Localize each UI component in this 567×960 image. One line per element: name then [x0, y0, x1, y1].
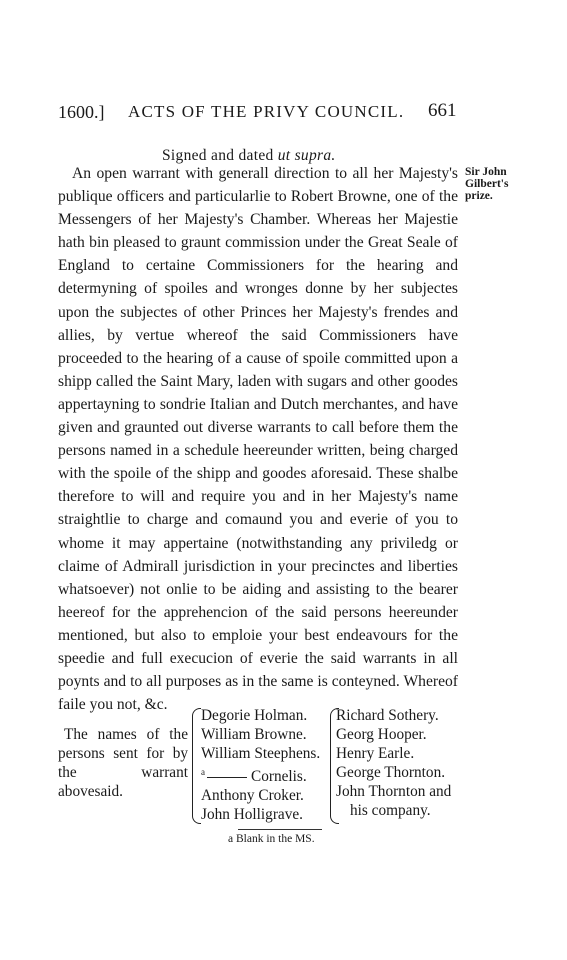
- name-entry-blank: [201, 763, 320, 786]
- margin-note-line: prize.: [465, 190, 493, 202]
- running-header: [58, 102, 458, 126]
- name-entry: John Holligrave.: [201, 806, 303, 824]
- name-entry: Cornelis.: [251, 768, 307, 786]
- names-column-2: [336, 706, 451, 820]
- name-entry: his company.: [350, 802, 431, 819]
- blank-dash: [207, 777, 247, 778]
- names-label: The names of the persons sent for by the warrant abovesaid.: [58, 726, 188, 800]
- footnote-rule: [238, 829, 322, 830]
- page-number: 661: [428, 100, 457, 121]
- signed-text: Signed and dated: [162, 147, 274, 164]
- name-entry: Degorie Holman.: [201, 707, 308, 724]
- names-column-1: [201, 706, 320, 824]
- left-brace: [192, 708, 201, 824]
- header-title: ACTS OF THE PRIVY COUNCIL.: [128, 102, 405, 121]
- margin-note: [465, 166, 525, 202]
- name-entry: John Thornton and: [336, 783, 452, 800]
- name-entry: William Steephens.: [201, 745, 321, 762]
- warrant-paragraph: An open warrant with generall direction to all her Majesty's publique officers and particularlie to Robert Browne, one of the Messengers of her Majesty's Chamber. Whereas her Majestie hath bin pleased to graunt commission under the Great Seale of England to certaine Commissioners for the hearing and determyning of spoiles and wronges donne by her subjectes upon the subjectes of other Princes her Majesty's frendes and allies, by vertue whereof the said Commissioners have proceeded to the hearing of a cause of spoile committed upon a shipp called the Saint Mary, laden with sugars and other goodes appertayning to sondrie Italian and Dutch merchantes, and have given and graunted out diverse warrants to call before them the persons named in a schedule heereunder written, being charged with the spoile of the shipp and goodes aforesaid. These shalbe therefore to will and require you and in her Majesty's name straightlie to charge and comaund you and everie of you to whome it may appertaine (notwithstanding any priviledg or claime of Admirall jurisdiction in your precinctes and liberties whatsoever) not onlie to be aiding and assisting to the bearer heereof for the apprehencion of the said persons heereunder mentioned, but also to emploie your best endeavours for the speedie and full execucion of everie the said warrants in all poynts and to all purposes as in the same is conteyned. Whereof faile you not, &c.: [58, 165, 458, 714]
- signed-italic: ut supra.: [277, 147, 336, 164]
- name-entry: Richard Sothery.: [336, 707, 439, 724]
- header-year: 1600.]: [58, 102, 105, 122]
- margin-note-line: Gilbert's: [465, 178, 509, 190]
- blank-marker: a: [201, 767, 205, 777]
- name-entry: Georg Hooper.: [336, 726, 427, 743]
- margin-note-line: Sir John: [465, 166, 507, 178]
- name-entry: William Browne.: [201, 726, 307, 743]
- name-entry: Anthony Croker.: [201, 787, 304, 805]
- name-entry: George Thornton.: [336, 764, 446, 781]
- name-entry: Henry Earle.: [336, 745, 415, 762]
- footnote: a Blank in the MS.: [228, 833, 315, 845]
